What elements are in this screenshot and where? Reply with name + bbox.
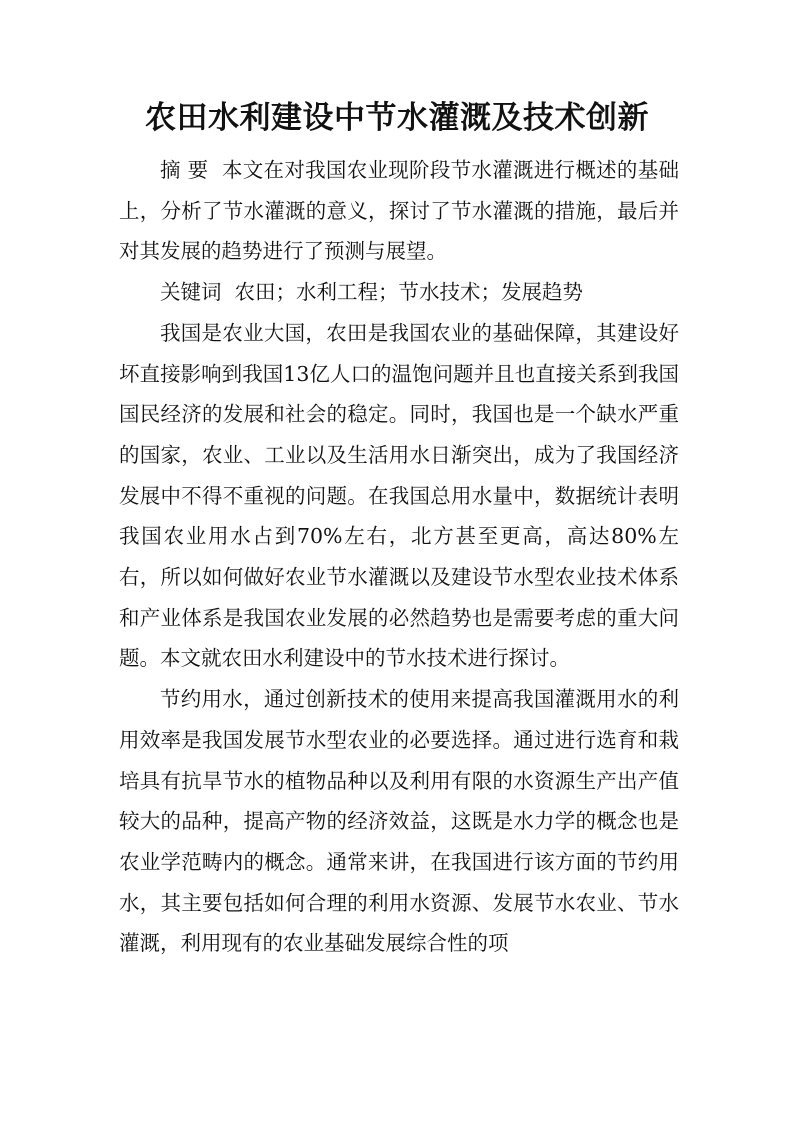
abstract-paragraph xyxy=(119,150,679,272)
body-paragraph-1: 我国是农业大国，农田是我国农业的基础保障，其建设好坏直接影响到我国13亿人口的温饱问题并且也直接关系到我国国民经济的发展和社会的稳定。同时，我国也是一个缺水严重的国家，农业、工业以及生活用水日渐突出，成为了我国经济发展中不得不重视的问题。在我国总用水量中，数据统计表明我国农业用水占到70%左右，北方甚至更高，高达80%左右，所以如何做好农业节水灌溉以及建设节水型农业技术体系和产业体系是我国农业发展的必然趋势也是需要考虑的重大问题。本文就农田水利建设中的节水技术进行探讨。 xyxy=(119,320,679,671)
abstract-label: 摘 要 xyxy=(160,158,209,182)
document-body xyxy=(119,150,679,964)
keywords-label: 关键词 xyxy=(160,280,222,305)
keywords-paragraph xyxy=(119,272,679,313)
body-paragraph-2: 节约用水，通过创新技术的使用来提高我国灌溉用水的利用效率是我国发展节水型农业的必要选择。通过进行选育和栽培具有抗旱节水的植物品种以及利用有限的水资源生产出产值较大的品种，提高产物的经济效益，这既是水力学的概念也是农业学范畴内的概念。通常来讲，在我国进行该方面的节约用水，其主要包括如何合理的利用水资源、发展节水农业、节水灌溉，利用现有的农业基础发展综合性的项 xyxy=(119,687,679,956)
abstract-text: 本文在对我国农业现阶段节水灌溉进行概述的基础上，分析了节水灌溉的意义，探讨了节水灌溉的措施，最后并对其发展的趋势进行了预测与展望。 xyxy=(119,158,679,264)
keywords-text: 农田；水利工程；节水技术；发展趋势 xyxy=(234,280,584,305)
document-title: 农田水利建设中节水灌溉及技术创新 xyxy=(145,100,649,136)
